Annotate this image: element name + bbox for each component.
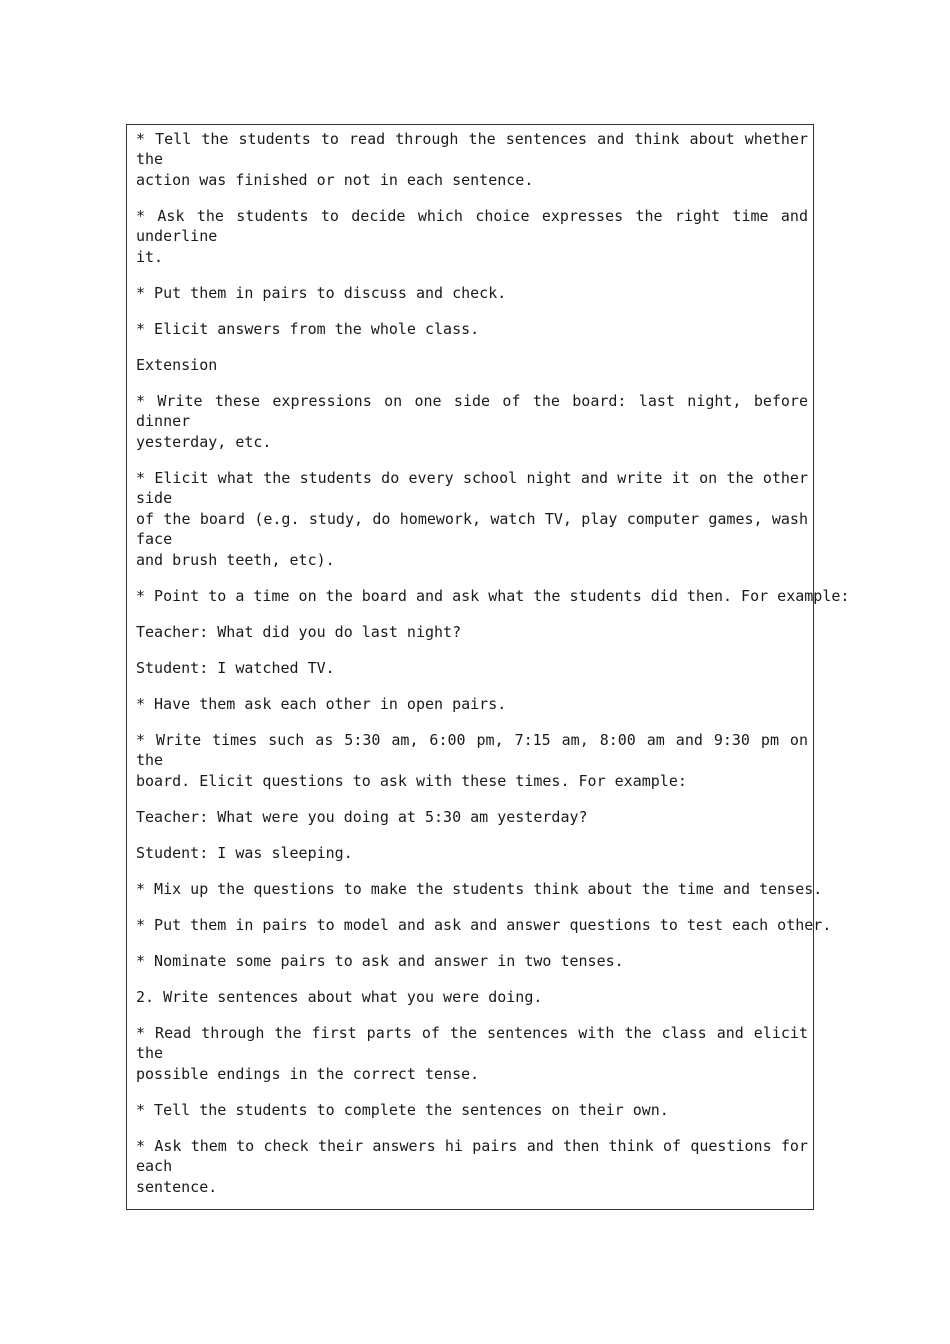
text-line: possible endings in the correct tense. [136,1065,480,1083]
text-line: * Write times such as 5:30 am, 6:00 pm, 7:15 am, 8:00 am and 9:30 pm on the [136,731,808,769]
text-line: * Nominate some pairs to ask and answer in two tenses. [136,952,624,970]
text-line: * Elicit answers from the whole class. [136,320,480,338]
lesson-plan-box [126,124,850,1210]
text-line: * Put them in pairs to model and ask and answer questions to test each other. [136,916,832,934]
dialogue-line: Teacher: What were you doing at 5:30 am yesterday? [136,808,588,826]
text-line: * Point to a time on the board and ask what the students did then. For example: [136,587,850,605]
text-line: * Tell the students to complete the sentences on their own. [136,1101,669,1119]
text-line: * Elicit what the students do every school night and write it on the other side [136,469,808,507]
text-line: * Put them in pairs to discuss and check. [136,284,507,302]
text-line: * Ask the students to decide which choice expresses the right time and underline [136,207,808,245]
text-line: * Write these expressions on one side of the board: last night, before dinner [136,392,808,430]
section-heading-task-2: 2. Write sentences about what you were doing. [136,988,543,1006]
text-line: board. Elicit questions to ask with these times. For example: [136,772,687,790]
text-line: of the board (e.g. study, do homework, watch TV, play computer games, wash face [136,510,808,548]
text-line: * Have them ask each other in open pairs. [136,695,507,713]
dialogue-line: Student: I watched TV. [136,659,335,677]
text-line: * Mix up the questions to make the students think about the time and tenses. [136,880,823,898]
text-line: yesterday, etc. [136,433,272,451]
section-heading-extension: Extension [136,356,218,374]
text-line: * Tell the students to read through the sentences and think about whether the [136,130,808,168]
text-line: and brush teeth, etc). [136,551,335,569]
text-line: action was finished or not in each sentence. [136,171,534,189]
text-line: * Read through the first parts of the sentences with the class and elicit the [136,1024,808,1062]
text-line: it. [136,248,164,266]
text-line: * Ask them to check their answers hi pairs and then think of questions for each [136,1137,808,1175]
text-line: sentence. [136,1178,218,1196]
dialogue-line: Student: I was sleeping. [136,844,353,862]
dialogue-line: Teacher: What did you do last night? [136,623,462,641]
